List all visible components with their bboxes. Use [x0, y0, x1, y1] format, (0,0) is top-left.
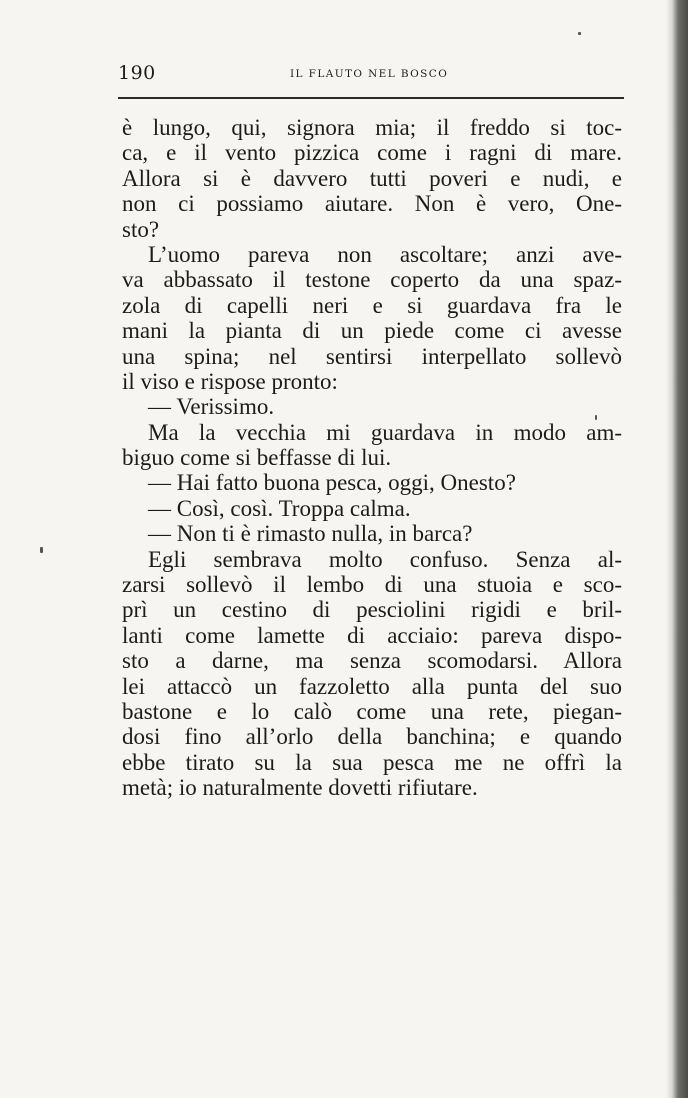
page-number: 190 [118, 62, 156, 84]
text-line: mani la pianta di un piede come ci avesse [122, 318, 622, 344]
dialogue-line: — Non ti è rimasto nulla, in barca? [148, 521, 473, 547]
dialogue-line: — Hai fatto buona pesca, oggi, Onesto? [148, 470, 516, 496]
text-line: una spina; nel sentirsi interpellato sollevò [122, 343, 622, 369]
header-rule [118, 97, 624, 99]
page-spine-shadow [666, 0, 688, 1098]
text-line: non ci possiamo aiutare. Non è vero, One- [122, 191, 622, 217]
text-line: va abbassato il testone coperto da una spaz- [122, 267, 622, 293]
dialogue-line: — Così, così. Troppa calma. [148, 495, 411, 521]
text-line: sto a darne, ma senza scomodarsi. Allora [122, 648, 622, 674]
running-title: IL FLAUTO NEL BOSCO [290, 68, 449, 80]
print-speck [595, 415, 597, 420]
text-line: prì un cestino di pesciolini rigidi e bril- [122, 597, 622, 623]
text-line: ca, e il vento pizzica come i ragni di mare. [122, 140, 622, 166]
text-line: Ma la vecchia mi guardava in modo am- [148, 419, 622, 445]
text-line: metà; io naturalmente dovetti rifiutare. [122, 775, 478, 801]
text-line: lei attaccò un fazzoletto alla punta del suo [122, 673, 622, 699]
text-line: Allora si è davvero tutti poveri e nudi, e [122, 165, 622, 191]
print-speck [40, 547, 43, 553]
text-line: biguo come si beffasse di lui. [122, 445, 392, 471]
body-text [122, 115, 622, 801]
text-line: è lungo, qui, signora mia; il freddo si toc- [122, 115, 622, 140]
text-line: bastone e lo calò come una rete, piegan- [122, 698, 622, 724]
text-line: dosi fino all’orlo della banchina; e quando [122, 724, 622, 750]
text-line: zola di capelli neri e si guardava fra le [122, 292, 622, 318]
text-line: il viso e rispose pronto: [122, 368, 338, 394]
text-line: ebbe tirato su la sua pesca me ne offrì la [122, 749, 622, 775]
print-speck [578, 32, 581, 35]
page-header [118, 60, 624, 86]
text-line: lanti come lamette di acciaio: pareva dispo- [122, 622, 622, 648]
text-line: L’uomo pareva non ascoltare; anzi ave- [148, 241, 622, 267]
dialogue-line: — Verissimo. [148, 394, 275, 420]
text-line: Egli sembrava molto confuso. Senza al- [148, 546, 622, 572]
text-line: sto? [122, 216, 160, 242]
text-line: zarsi sollevò il lembo di una stuoia e sco- [122, 572, 622, 598]
